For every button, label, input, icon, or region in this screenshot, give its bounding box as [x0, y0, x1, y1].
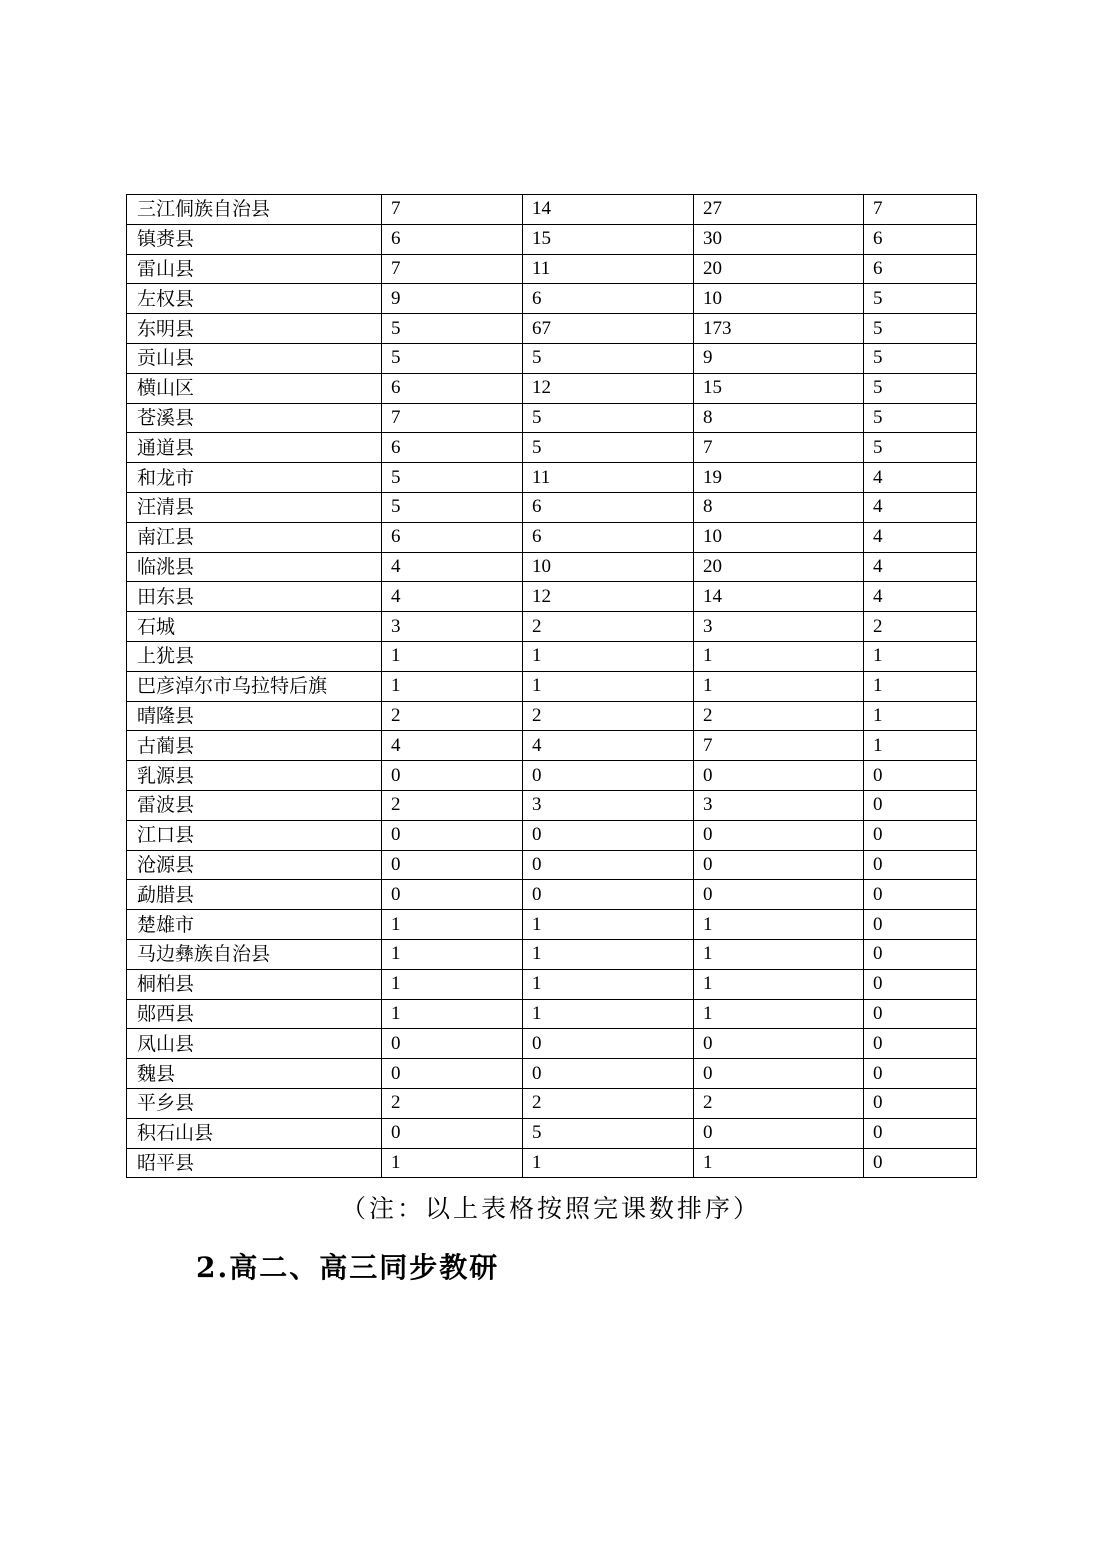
- value-cell: 7: [382, 254, 523, 284]
- value-cell: 0: [864, 1088, 977, 1118]
- table-row: [127, 880, 977, 910]
- value-cell: 1: [694, 671, 864, 701]
- value-cell: 20: [694, 552, 864, 582]
- value-cell: 1: [864, 671, 977, 701]
- value-cell: 7: [382, 195, 523, 225]
- value-cell: 0: [382, 761, 523, 791]
- table-row: [127, 1118, 977, 1148]
- table-row: [127, 224, 977, 254]
- value-cell: 2: [864, 612, 977, 642]
- county-name-cell: 石城: [127, 612, 382, 642]
- table-row: [127, 463, 977, 493]
- table-row: [127, 790, 977, 820]
- value-cell: 4: [864, 582, 977, 612]
- value-cell: 0: [382, 1059, 523, 1089]
- value-cell: 1: [694, 939, 864, 969]
- value-cell: 0: [694, 1118, 864, 1148]
- value-cell: 0: [864, 1059, 977, 1089]
- table-row: [127, 671, 977, 701]
- value-cell: 0: [864, 939, 977, 969]
- value-cell: 15: [523, 224, 694, 254]
- value-cell: 0: [694, 1029, 864, 1059]
- value-cell: 5: [864, 433, 977, 463]
- table-row: [127, 582, 977, 612]
- value-cell: 1: [382, 999, 523, 1029]
- county-name-cell: 苍溪县: [127, 403, 382, 433]
- county-name-cell: 积石山县: [127, 1118, 382, 1148]
- value-cell: 1: [694, 1148, 864, 1178]
- county-name-cell: 勐腊县: [127, 880, 382, 910]
- value-cell: 0: [694, 820, 864, 850]
- county-name-cell: 马边彝族自治县: [127, 939, 382, 969]
- value-cell: 5: [864, 314, 977, 344]
- value-cell: 0: [864, 880, 977, 910]
- table-row: [127, 284, 977, 314]
- value-cell: 0: [523, 1029, 694, 1059]
- county-name-cell: 古蔺县: [127, 731, 382, 761]
- value-cell: 1: [523, 671, 694, 701]
- value-cell: 5: [523, 1118, 694, 1148]
- county-name-cell: 和龙市: [127, 463, 382, 493]
- value-cell: 0: [864, 850, 977, 880]
- value-cell: 5: [523, 433, 694, 463]
- value-cell: 11: [523, 254, 694, 284]
- table-row: [127, 314, 977, 344]
- value-cell: 9: [382, 284, 523, 314]
- value-cell: 1: [523, 641, 694, 671]
- value-cell: 1: [523, 999, 694, 1029]
- value-cell: 4: [523, 731, 694, 761]
- value-cell: 12: [523, 582, 694, 612]
- value-cell: 6: [382, 433, 523, 463]
- table-row: [127, 552, 977, 582]
- value-cell: 5: [382, 343, 523, 373]
- county-name-cell: 晴隆县: [127, 701, 382, 731]
- section-heading: 2.高二、高三同步教研: [196, 1251, 500, 1284]
- value-cell: 0: [523, 820, 694, 850]
- value-cell: 6: [382, 373, 523, 403]
- table-row: [127, 820, 977, 850]
- value-cell: 5: [864, 343, 977, 373]
- county-name-cell: 临洮县: [127, 552, 382, 582]
- value-cell: 0: [523, 880, 694, 910]
- value-cell: 0: [382, 1118, 523, 1148]
- table-row: [127, 641, 977, 671]
- value-cell: 0: [864, 761, 977, 791]
- table-row: [127, 1088, 977, 1118]
- value-cell: 0: [864, 969, 977, 999]
- value-cell: 1: [523, 969, 694, 999]
- value-cell: 0: [864, 790, 977, 820]
- value-cell: 5: [523, 343, 694, 373]
- value-cell: 10: [523, 552, 694, 582]
- value-cell: 4: [864, 463, 977, 493]
- value-cell: 5: [382, 492, 523, 522]
- value-cell: 0: [864, 820, 977, 850]
- table-row: [127, 343, 977, 373]
- county-name-cell: 上犹县: [127, 641, 382, 671]
- value-cell: 3: [382, 612, 523, 642]
- value-cell: 3: [523, 790, 694, 820]
- county-name-cell: 江口县: [127, 820, 382, 850]
- county-name-cell: 东明县: [127, 314, 382, 344]
- value-cell: 2: [382, 701, 523, 731]
- value-cell: 6: [864, 224, 977, 254]
- table-row: [127, 254, 977, 284]
- value-cell: 2: [523, 1088, 694, 1118]
- value-cell: 173: [694, 314, 864, 344]
- value-cell: 7: [382, 403, 523, 433]
- value-cell: 1: [382, 641, 523, 671]
- value-cell: 30: [694, 224, 864, 254]
- value-cell: 6: [523, 284, 694, 314]
- value-cell: 1: [382, 671, 523, 701]
- value-cell: 7: [694, 433, 864, 463]
- value-cell: 1: [382, 1148, 523, 1178]
- value-cell: 3: [694, 612, 864, 642]
- table-row: [127, 373, 977, 403]
- value-cell: 2: [694, 701, 864, 731]
- table-body: [127, 195, 977, 1178]
- value-cell: 15: [694, 373, 864, 403]
- value-cell: 27: [694, 195, 864, 225]
- value-cell: 10: [694, 522, 864, 552]
- value-cell: 0: [382, 880, 523, 910]
- county-name-cell: 昭平县: [127, 1148, 382, 1178]
- value-cell: 2: [523, 701, 694, 731]
- value-cell: 1: [382, 969, 523, 999]
- value-cell: 0: [864, 1148, 977, 1178]
- county-name-cell: 桐柏县: [127, 969, 382, 999]
- table-row: [127, 850, 977, 880]
- table-row: [127, 195, 977, 225]
- table-row: [127, 731, 977, 761]
- county-name-cell: 平乡县: [127, 1088, 382, 1118]
- data-table: [126, 194, 977, 1178]
- value-cell: 12: [523, 373, 694, 403]
- value-cell: 0: [694, 761, 864, 791]
- value-cell: 6: [382, 522, 523, 552]
- table-row: [127, 522, 977, 552]
- table-note: （注：以上表格按照完课数排序）: [340, 1194, 761, 1223]
- county-name-cell: 乳源县: [127, 761, 382, 791]
- value-cell: 8: [694, 403, 864, 433]
- value-cell: 6: [382, 224, 523, 254]
- value-cell: 5: [864, 373, 977, 403]
- table-row: [127, 1148, 977, 1178]
- value-cell: 4: [382, 731, 523, 761]
- county-name-cell: 三江侗族自治县: [127, 195, 382, 225]
- county-name-cell: 镇赉县: [127, 224, 382, 254]
- county-name-cell: 巴彦淖尔市乌拉特后旗: [127, 671, 382, 701]
- county-name-cell: 贡山县: [127, 343, 382, 373]
- value-cell: 7: [864, 195, 977, 225]
- value-cell: 0: [523, 850, 694, 880]
- value-cell: 0: [694, 1059, 864, 1089]
- value-cell: 5: [382, 463, 523, 493]
- county-name-cell: 左权县: [127, 284, 382, 314]
- value-cell: 10: [694, 284, 864, 314]
- value-cell: 8: [694, 492, 864, 522]
- county-name-cell: 田东县: [127, 582, 382, 612]
- table-row: [127, 969, 977, 999]
- value-cell: 4: [382, 582, 523, 612]
- county-name-cell: 凤山县: [127, 1029, 382, 1059]
- value-cell: 4: [864, 492, 977, 522]
- value-cell: 2: [523, 612, 694, 642]
- value-cell: 0: [694, 850, 864, 880]
- table-row: [127, 492, 977, 522]
- county-name-cell: 魏县: [127, 1059, 382, 1089]
- county-name-cell: 楚雄市: [127, 910, 382, 940]
- value-cell: 1: [864, 641, 977, 671]
- value-cell: 6: [864, 254, 977, 284]
- value-cell: 5: [864, 403, 977, 433]
- value-cell: 20: [694, 254, 864, 284]
- county-name-cell: 郧西县: [127, 999, 382, 1029]
- value-cell: 1: [382, 910, 523, 940]
- value-cell: 5: [864, 284, 977, 314]
- table-row: [127, 939, 977, 969]
- value-cell: 2: [382, 1088, 523, 1118]
- table-row: [127, 1029, 977, 1059]
- county-name-cell: 汪清县: [127, 492, 382, 522]
- value-cell: 9: [694, 343, 864, 373]
- value-cell: 19: [694, 463, 864, 493]
- value-cell: 0: [382, 820, 523, 850]
- value-cell: 0: [864, 910, 977, 940]
- value-cell: 2: [382, 790, 523, 820]
- value-cell: 6: [523, 522, 694, 552]
- county-name-cell: 通道县: [127, 433, 382, 463]
- county-name-cell: 雷波县: [127, 790, 382, 820]
- table-row: [127, 999, 977, 1029]
- table-row: [127, 1059, 977, 1089]
- value-cell: 4: [864, 552, 977, 582]
- value-cell: 1: [523, 910, 694, 940]
- value-cell: 0: [864, 999, 977, 1029]
- value-cell: 0: [864, 1029, 977, 1059]
- value-cell: 3: [694, 790, 864, 820]
- value-cell: 0: [694, 880, 864, 910]
- value-cell: 2: [694, 1088, 864, 1118]
- table-row: [127, 403, 977, 433]
- value-cell: 1: [864, 701, 977, 731]
- value-cell: 0: [523, 1059, 694, 1089]
- value-cell: 1: [523, 1148, 694, 1178]
- value-cell: 1: [694, 910, 864, 940]
- value-cell: 14: [694, 582, 864, 612]
- table-row: [127, 701, 977, 731]
- county-name-cell: 沧源县: [127, 850, 382, 880]
- value-cell: 6: [523, 492, 694, 522]
- value-cell: 1: [523, 939, 694, 969]
- value-cell: 4: [864, 522, 977, 552]
- value-cell: 5: [523, 403, 694, 433]
- county-name-cell: 南江县: [127, 522, 382, 552]
- value-cell: 0: [864, 1118, 977, 1148]
- value-cell: 1: [694, 999, 864, 1029]
- table-row: [127, 761, 977, 791]
- value-cell: 7: [694, 731, 864, 761]
- value-cell: 14: [523, 195, 694, 225]
- table-row: [127, 433, 977, 463]
- value-cell: 0: [382, 850, 523, 880]
- value-cell: 1: [864, 731, 977, 761]
- value-cell: 0: [382, 1029, 523, 1059]
- county-name-cell: 横山区: [127, 373, 382, 403]
- value-cell: 4: [382, 552, 523, 582]
- value-cell: 11: [523, 463, 694, 493]
- value-cell: 67: [523, 314, 694, 344]
- table-row: [127, 612, 977, 642]
- value-cell: 1: [382, 939, 523, 969]
- county-name-cell: 雷山县: [127, 254, 382, 284]
- table-row: [127, 910, 977, 940]
- value-cell: 0: [523, 761, 694, 791]
- value-cell: 1: [694, 969, 864, 999]
- value-cell: 1: [694, 641, 864, 671]
- value-cell: 5: [382, 314, 523, 344]
